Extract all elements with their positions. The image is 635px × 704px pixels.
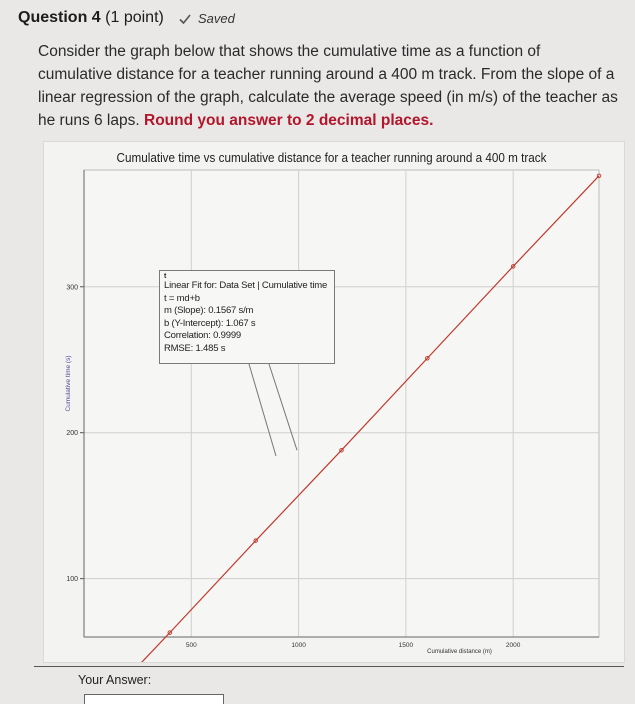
prompt-text: Consider the graph below that shows the cumulative time as a function of cumulative distance for a teacher running around a 400 m track. From the slope of a linear regression of the graph, calculate the average speed (in m/s) of the teacher as he runs 6 laps. bbox=[38, 43, 618, 129]
fit-box-tag: t bbox=[164, 273, 167, 280]
answer-label: Your Answer: bbox=[78, 673, 152, 687]
prompt-rounding-note: Round you answer to 2 decimal places. bbox=[144, 112, 434, 129]
x-tick-label: 1500 bbox=[398, 642, 414, 649]
fit-box-equation: t = md+b bbox=[164, 292, 200, 304]
saved-label: Saved bbox=[198, 11, 235, 26]
x-tick-label: 1000 bbox=[291, 642, 306, 649]
x-tick-label: 2000 bbox=[505, 642, 521, 649]
cumulative-time-chart bbox=[44, 142, 624, 662]
graph-image bbox=[44, 142, 624, 662]
y-tick-label: 200 bbox=[66, 430, 78, 438]
y-tick-label: 300 bbox=[66, 284, 78, 292]
fit-box-rmse: RMSE: 1.485 s bbox=[164, 342, 226, 354]
question-header bbox=[0, 0, 635, 38]
fit-box-slope: m (Slope): 0.1567 s/m bbox=[164, 305, 254, 316]
saved-status bbox=[178, 11, 235, 26]
chart-title: Cumulative time vs cumulative distance for a teacher running around a 400 m track bbox=[116, 151, 548, 165]
question-prompt bbox=[38, 40, 618, 132]
x-axis-label: Cumulative distance (m) bbox=[427, 649, 492, 655]
x-tick-label: 500 bbox=[185, 642, 197, 649]
question-points: (1 point) bbox=[105, 9, 164, 26]
question-number: Question 4 bbox=[18, 9, 101, 26]
y-axis-label: Cumulative time (s) bbox=[65, 355, 72, 412]
fit-box-correlation: Correlation: 0.9999 bbox=[164, 330, 242, 341]
plot-frame bbox=[84, 170, 599, 637]
checkmark-icon bbox=[178, 12, 192, 26]
fit-box-intercept: b (Y-Intercept): 1.067 s bbox=[164, 317, 256, 329]
answer-input[interactable] bbox=[84, 694, 224, 704]
y-tick-label: 100 bbox=[66, 576, 78, 584]
question-title bbox=[18, 9, 164, 27]
linear-fit-box bbox=[159, 270, 335, 364]
fit-box-title: Linear Fit for: Data Set | Cumulative time bbox=[164, 280, 328, 291]
answer-divider bbox=[34, 666, 624, 667]
